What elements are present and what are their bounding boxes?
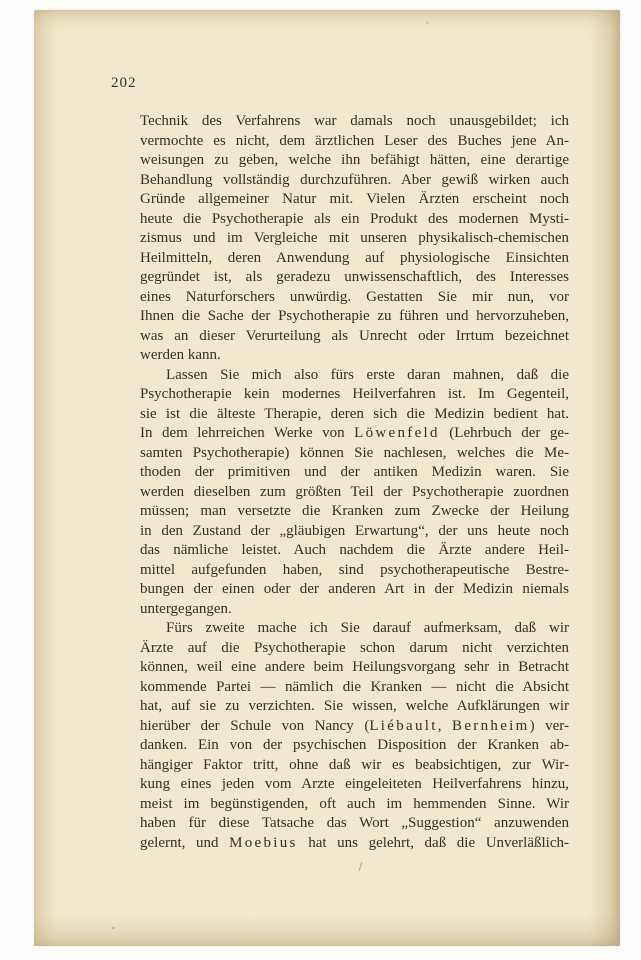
text-line: Technik des Verfahrens war damals noch unausgebildet; ich [140,113,569,129]
text-line: in den Zustand der „gläubigen Erwartung“, der uns heute noch [140,522,569,539]
text-line: untergegangen. [140,600,232,617]
text-line: weisungen zu geben, welche ihn befähigt hätten, eine derartige [140,152,569,168]
text-line: samten Psychotherapie) können Sie nachlesen, welches die Me- [140,444,569,461]
text-line: kung eines jeden vom Arzte eingeleiteten Heilverfahrens hinzu, [140,776,569,792]
text-line: eines Naturforschers unwürdig. Gestatten Sie mir nun, vor [140,288,569,305]
text-line: haben für diese Tatsache das Wort „Suggestion“ anzuwenden [140,815,569,831]
text-line: zismus und im Vergleiche mit unseren physikalisch-chemischen [140,230,569,246]
text-line: Fürs zweite mache ich Sie darauf aufmerksam, daß wir [166,620,569,636]
text-line: hängiger Faktor tritt, ohne daß wir es beabsichtigen, zur Wir- [140,756,569,773]
paper-speck [426,22,429,24]
text-line: hierüber der Schule von Nancy (Liébault, Bernheim) ver- [140,717,570,734]
text-line: werden kann. [140,347,221,363]
text-line: danken. Ein von der psychischen Disposition der Kranken ab- [140,737,569,753]
text-line: Ärzte auf die Psychotherapie schon darum nicht verzichten [140,639,569,656]
text-line: sie ist die älteste Therapie, deren sich die Medizin bedient hat. [140,405,569,422]
text-line: Psychotherapie kein modernes Heilverfahren ist. Im Gegenteil, [140,386,569,402]
text-line: Heilmitteln, deren Anwendung auf physiologische Einsichten [140,249,569,266]
text-line: meist im begünstigenden, oft auch im hemmenden Sinne. Wir [140,795,569,812]
paper-speck [112,927,115,929]
text-line: heute die Psychotherapie als ein Produkt des modernen Mysti- [140,210,569,227]
scanned-page [34,10,620,946]
text-line: bungen der einen oder der anderen Art in der Medizin niemals [140,581,569,597]
letterspaced-name: Moebius [229,834,298,851]
text-line: In dem lehrreichen Werke von Löwenfeld (Lehrbuch der ge- [140,425,569,441]
text-line: kommende Partei — nämlich die Kranken — nicht die Absicht [140,678,569,695]
text-line: werden dieselben zum größten Teil der Psychotherapie zuordnen [140,483,569,500]
text-block [140,112,569,853]
text-line: Gründe allgemeiner Natur mit. Vielen Ärzten erscheint noch [140,191,569,207]
stray-pen-mark [359,862,363,871]
text-line: können, weil eine andere beim Heilungsvorgang sehr in Betracht [140,659,569,675]
text-line: thoden der primitiven und der antiken Medizin waren. Sie [140,464,569,480]
text-line: das nämliche leistet. Auch nachdem die Ärzte andere Heil- [140,542,569,558]
text-line: Behandlung vollständig durchzuführen. Aber gewiß wirken auch [140,171,569,188]
letterspaced-name: Bernheim [452,717,530,734]
text-line: gelernt, und Moebius hat uns gelehrt, daß die Unverläßlich- [140,834,569,851]
text-line: müssen; man versetzte die Kranken zum Zwecke der Heilung [140,503,569,519]
letterspaced-name: Löwenfeld [354,425,440,441]
text-line: hat, auf sie zu verzichten. Sie wissen, welche Aufklärungen wir [140,698,569,714]
letterspaced-name: Liébault [369,717,438,734]
text-line: Ihnen die Sache der Psychotherapie zu führen und hervorzuheben, [140,308,569,324]
text-line: gegründet ist, als geradezu unwissenschaftlich, des Interesses [140,269,569,285]
page-number: 202 [111,75,137,91]
text-line: mittel aufgefunden haben, sind psychotherapeutische Bestre- [140,561,569,578]
text-line: was an dieser Verurteilung als Unrecht oder Irrtum bezeichnet [140,327,569,344]
text-line: vermochte es nicht, dem ärztlichen Leser des Buches jene An- [140,132,569,149]
text-line: Lassen Sie mich also fürs erste daran mahnen, daß die [166,366,569,383]
